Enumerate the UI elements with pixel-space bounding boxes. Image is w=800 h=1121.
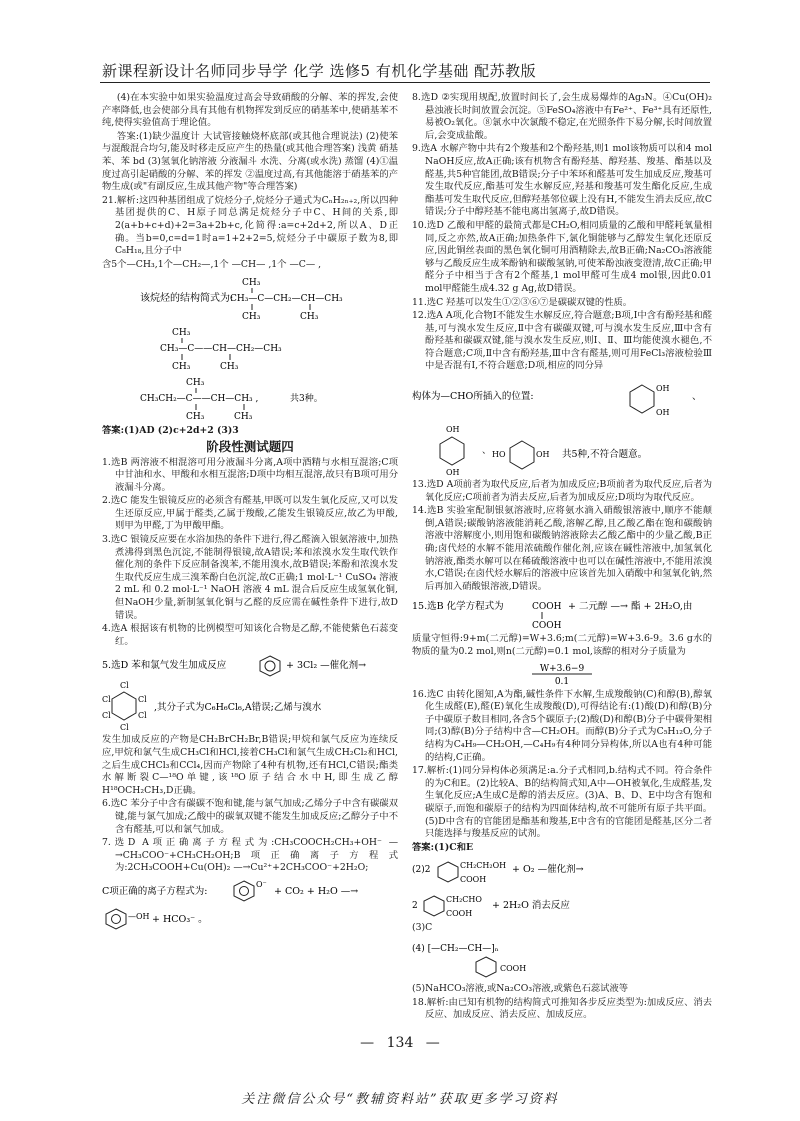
solution-q14: 14.选B 实验室配制银氨溶液时,应将氨水滴入硝酸银溶液中,顺序不能颠倒,A错误;碳酸钠溶液能消耗乙酸,溶解乙醇,且乙酸乙酯在饱和碳酸钠溶液中溶解度小,则用饱和碳酸钠溶液除去乙酸乙酯中的少量乙酸,B正确;卤代烃的水解不能用浓硫酸作催化剂,应该在碱性溶液中,加氢氧化钠溶液,酯类水解可以在稀硫酸溶液中也可以在碱性溶液中,不能用浓溴水,C错误;在卤代烃水解后的溶液中应该首先加入硝酸中和氢氧化钠,然后再加入硝酸银溶液,D错误。: [412, 505, 712, 592]
alkane-structure-3: [130, 375, 370, 423]
svg-text:Cl: Cl: [120, 723, 129, 733]
footer-note: 关注微信公众号“教辅资料站”获取更多学习资料: [241, 1092, 559, 1107]
header-rule: [100, 82, 710, 83]
svg-text:CH₂CH₂OH: CH₂CH₂OH: [460, 861, 507, 871]
solution-q6: 6.选C 苯分子中含有碳碳不饱和键,能与氯气加成;乙烯分子中含有碳碳双键,能与氯气加成;乙酸中的碳氧双键不能发生加成反应;乙醇分子中不含有醛基,可以和氯气加成。: [102, 798, 398, 835]
phenoxide-equation: [102, 877, 398, 903]
answer-20-part4: (4)在本实验中如果实验温度过高会导致硝酸的分解、苯的挥发,会使产率降低,也会使部分具有其他有机物挥发到反应的硝基苯中,使硝基苯不纯,使得实验值高于理论值。: [102, 92, 398, 129]
struct1-lead-text: 该烷烃的结构简式为:: [140, 293, 234, 305]
svg-text:(4) [—CH₂—CH—]ₙ: (4) [—CH₂—CH—]ₙ: [412, 943, 499, 954]
solution-q9: 9.选A 水解产物中共有2个羧基和2个酚羟基,则1 mol该物质可以和4 mol NaOH反应,故A正确;该有机物含有酚羟基、醇羟基、羧基、酯基以及醛基,共5种官能团,故B错误;分子中苯环和醛基可发生加成反应,羧基可发生取代反应,酯基可发生水解反应,羟基和羧基可发生酯化反应,生成酯基可发生取代反应,但醇羟基邻位碳上没有H,不能发生消去反应,故C错误;分子中醇羟基不能电离出氢离子,故D错误。: [412, 143, 712, 218]
q12-lead-text: 构体为—CHO所插入的位置:: [412, 391, 534, 403]
molar-mass-fraction: [412, 661, 712, 687]
svg-text:HO: HO: [492, 450, 506, 460]
svg-text:CH₃: CH₃: [186, 412, 205, 423]
solution-q17: 17.解析:(1)同分异构体必须满足:a.分子式相同,b.结构式不同。符合条件的为C和E。(2)比较A、B的结构简式知,A中—OH被氧化,生成醛基,发生氧化反应;A生成C是醇的消去反应。(3)A、B、D、E中均含有饱和碳原子,而饱和碳原子的结构为四面体结构,故不可能所有原子共平面。(5)D中含有的官能团是酯基和羧基,E中含有的官能团是醛基,区分二者只能选择与羧基反应的试剂。: [412, 765, 712, 840]
hexachlorocyclohexane: [102, 680, 398, 732]
svg-text:2: 2: [412, 901, 418, 912]
solution-q12: 12.选A A项,化合物Ⅰ不能发生水解反应,符合题意;B项,Ⅰ中含有酚羟基和醛基,可与溴水发生反应,Ⅱ中含有碳碳双键,可与溴水发生反应,Ⅲ中含有酚羟基和碳碳双键,能与溴水发生反应,则Ⅰ、Ⅱ、Ⅲ均能使溴水褪色,不符合题意;C项,Ⅱ中含有酚羟基,Ⅲ中含有醛基,则可用FeCl₃溶液检验Ⅲ中是否混有Ⅰ,不符合题意;D项,相应的同分异: [412, 310, 712, 372]
svg-text:OH: OH: [656, 408, 670, 418]
solution-q2: 2.选C 能发生银镜反应的必须含有醛基,甲既可以发生氧化反应,又可以发生还原反应,甲属于醛类,乙属于羧酸,乙能发生银镜反应,故乙为甲酸,则甲为甲醛,丁为甲酸甲酯。: [102, 495, 398, 532]
answer-17-part3: (3)C: [412, 922, 433, 934]
svg-text:CH₃: CH₃: [172, 328, 191, 339]
svg-text:CH₃—C——CH—CH₂—CH₃: CH₃—C——CH—CH₂—CH₃: [160, 344, 282, 355]
svg-text:Cl: Cl: [102, 711, 111, 721]
answer-20: 答案:(1)缺少温度计 大试管接触烧杯底部(或其他合理说法) (2)使苯与混酸混合均匀,能及时移走反应产生的热量(或其他合理答案) 浅黄 硝基苯、苯 bd (3)氢氧化钠溶液 分液漏斗 水洗、分离(或水洗) 蒸馏 (4)①温度过高引起硝酸的分解、苯的挥发 ②温度过高,有其他能溶于硝基苯的产物生成(或"有副反应,生成其他产物"等合理答案): [102, 130, 398, 193]
svg-text:CH₃: CH₃: [172, 362, 191, 373]
svg-text:CH₃: CH₃: [300, 312, 319, 323]
svg-text:Cl: Cl: [138, 711, 147, 721]
svg-text:CH₂CHO: CH₂CHO: [446, 895, 482, 905]
svg-text:COOH: COOH: [500, 963, 527, 973]
svg-text:CH₃: CH₃: [242, 312, 261, 323]
alkane-structure-2: [140, 325, 360, 373]
q7-equation: + CO₂ + H₂O —→: [274, 885, 359, 897]
phenol-product: [102, 905, 398, 931]
solution-q10: 10.选D 乙酸和甲醛的最简式都是CH₂O,相同质量的乙酸和甲醛耗氧量相同,反之亦然,故A正确;加热条件下,氯化铜能够与乙醇发生氧化还原反应,因此铜丝表面的黑色氧化铜可用酒精除去,故B正确;Na₂CO₃溶液能够与乙酸反应生成苯酚钠和碳酸氢钠,可使苯酚浊液变澄清,故C正确;甲醛分子中相当于含有2个醛基,1 mol甲醛可生成4 mol银,因此0.01 mol甲醛能生成4.32 g Ag,故D错误。: [412, 219, 712, 294]
solution-q13: 13.选D A项前者为取代反应,后者为加成反应;B项前者为取代反应,后者为氧化反应;C项前者为消去反应,后者为加成反应;D项均为取代反应。: [412, 479, 712, 503]
q7-product: + HCO₃⁻ 。: [152, 913, 208, 925]
svg-text:、: 、: [482, 446, 492, 457]
q15-reaction: + 二元醇 —→ 酯 + 2H₂O,由: [568, 601, 693, 613]
svg-text:OH: OH: [536, 450, 550, 460]
q15-lead-text: 15.选B 化学方程式为: [412, 601, 504, 613]
svg-text:—OH: —OH: [128, 911, 150, 921]
svg-text:CH₃—C—CH₂—CH—CH₃: CH₃—C—CH₂—CH—CH₃: [230, 294, 343, 305]
svg-text:O⁻: O⁻: [256, 879, 267, 889]
ans17-product: + 2H₂O 消去反应: [492, 900, 570, 912]
solution-q7: 7.选D A项正确离子方程式为:CH₃COOCH₂CH₃+OH⁻ —→CH₃COO⁻+CH₃CH₂OH;B项正确离子方程式为:2CH₃COOH+Cu(OH)₂ —→Cu²⁺+2CH₃COO⁻+2H₂O;: [102, 837, 398, 874]
cho-insertion-positions: [412, 375, 712, 421]
solution-q1: 1.选B 两溶液不相混溶可用分液漏斗分离,A项中酒精与水相互混溶;C项中甘油和水、甲酸和水相互混溶;D项中均相互混溶,故只有B项可用分液漏斗分离。: [102, 456, 398, 493]
benzene-reaction: [102, 650, 398, 678]
oxidation-equation: [412, 856, 712, 920]
page-number-value: 134: [386, 1035, 414, 1051]
alkane-structure-1: [140, 273, 360, 323]
svg-text:OH: OH: [656, 384, 670, 394]
page-number: — 134 —: [360, 1035, 440, 1051]
q5-lead-text: 5.选D 苯和氯气发生加成反应: [102, 660, 227, 672]
answer-21: 答案:(1)AD (2)c+2d+2 (3)3: [102, 425, 239, 437]
svg-text:COOH: COOH: [532, 621, 562, 632]
svg-text:COOH: COOH: [446, 909, 473, 919]
q12-conclusion: 共5种,不符合题意。: [562, 449, 648, 461]
running-header: 新课程新设计名师同步导学 化学 选修5 有机化学基础 配苏教版: [102, 62, 537, 80]
solution-q8: 8.选D ②实现用规配,放置时间长了,会生成易爆炸的Ag₃N。④Cu(OH)₂悬浊液长时间放置会沉淀。⑤FeSO₄溶液中有Fe²⁺、Fe³⁺具有还原性,易被O₂氧化。⑧氯水中次氯酸不稳定,在光照条件下易分解,长时间放置后,会变成盐酸。: [412, 92, 712, 141]
polymer-structure: [412, 937, 712, 981]
solution-q3: 3.选C 银镜反应要在水浴加热的条件下进行,得乙醛滴入银氨溶液中,加热煮沸得到黑色沉淀,不能制得银镜,故A错误;苯和浓溴水发生取代铁作催化剂的条件下反应制备溴苯,不能用溴水,故B错误;苯酚和浓溴水发生取代反应生成三溴苯酚白色沉淀,故C正确;1 mol·L⁻¹ CuSO₄ 溶液 2 mL 和 0.2 mol·L⁻¹ NaOH 溶液 4 mL 混合后反应生成氢氧化铜,但NaOH少量,新制氢氧化铜与乙醛的反应需在碱性条件下进行,故D错误。: [102, 534, 398, 621]
svg-text:CH₃CH₂—C——CH—CH₃ ,: CH₃CH₂—C——CH—CH₃ ,: [140, 394, 259, 405]
q12-separator: 、: [692, 391, 702, 403]
svg-text:CH₃: CH₃: [242, 278, 261, 289]
structure-count: 共3种。: [290, 394, 323, 405]
solution-q18: 18.解析:由已知有机物的结构简式可推知各步反应类型为:加成反应、消去反应、加成反应、消去反应、加成反应。: [412, 996, 712, 1021]
section-title: 阶段性测试题四: [206, 438, 294, 454]
left-column: [102, 92, 398, 933]
isomer-structures: [412, 423, 712, 477]
svg-text:Cl: Cl: [138, 695, 147, 705]
right-column: [412, 92, 712, 1023]
solution-q15-cont: 质量守恒得:9+m(二元醇)=W+3.6;m(二元醇)=W+3.6-9。3.6 g水的物质的量为0.2 mol,则n(二元醇)=0.1 mol,该醇的相对分子质量为: [412, 633, 712, 657]
answer-17-part1: 答案:(1)C和E: [412, 841, 474, 853]
svg-text:CH₃: CH₃: [234, 412, 253, 423]
svg-text:Cl: Cl: [102, 695, 111, 705]
solution-21: 21.解析:这四种基团组成了烷烃分子,烷烃分子通式为CₙH₂ₙ₊₂,所以四种基团提供的C、H原子同总满足烷烃分子中C、H间的关系,即2(a+b+c+d)+2=3a+2b+c,化简得:a=c+2d+2,所以A、D正确。当b=0,c=d=1时a=1+2+2=5,烷烃分子中碳原子数为8,即C₈H₁₈,且分子中: [102, 194, 398, 257]
solution-q4: 4.选A 根据该有机物的比例模型可知该化合物是乙醇,不能使紫色石蕊变红。: [102, 623, 398, 647]
q7-lead-text: C项正确的离子方程式为:: [102, 885, 208, 897]
fraction-numerator: W+3.6−9: [539, 663, 585, 674]
svg-text:COOH: COOH: [532, 602, 562, 613]
ans17-reaction: + O₂ —催化剂→: [512, 864, 584, 876]
solution-21-groups: 含5个—CH₃,1个—CH₂—,1个 —CH— ,1个 —C— ,: [102, 258, 322, 270]
q5-reagent: + 3Cl₂ —催化剂→: [286, 660, 367, 672]
oxalic-acid-equation: [412, 595, 712, 631]
svg-text:CH₃: CH₃: [220, 362, 239, 373]
svg-text:OH: OH: [446, 468, 460, 478]
svg-text:OH: OH: [446, 425, 460, 435]
solution-q5-cont: 发生加成反应的产物是CH₂BrCH₂Br,B错误;甲烷和氯气反应为连续反应,甲烷和氯气生成CH₃Cl和HCl,接着CH₃Cl和氯气生成CH₂Cl₂和HCl,之后生成CHCl₃和CCl₄,因而产物除了4种有机物,还有HCl,C错误;酯类水解断裂C—¹⁸O单键,该¹⁸O原子结合水中H,即生成乙醇H¹⁸OCH₂CH₃,D正确。: [102, 734, 398, 796]
svg-text:COOH: COOH: [460, 875, 487, 885]
answer-17-part5: (5)NaHCO₃溶液,或Na₂CO₃溶液,或紫色石蕊试液等: [412, 982, 629, 994]
svg-text:(2)2: (2)2: [412, 865, 431, 876]
q5-formula-text: ,其分子式为C₆H₆Cl₆,A错误;乙烯与溴水: [154, 702, 322, 714]
svg-text:Cl: Cl: [120, 681, 129, 691]
solution-q16: 16.选C 由转化图知,A为酯,碱性条件下水解,生成羧酸钠(C)和醇(B),醇氧化生成醛(E),醛(E)氧化生成羧酸(D),可得结论有:(1)酸(D)和醇(B)分子中碳原子数目相同,各含5个碳原子;(2)酸(D)和醇(B)分子中碳骨架相同;(3)醇(B)分子结构中含—CH₂OH。而醇(B)分子式为C₅H₁₂O,分子结构为C₄H₉—CH₂OH,—C₄H₉有4种同分异构体,所以A也有4种可能的结构,C正确。: [412, 688, 712, 763]
solution-q11: 11.选C 羟基可以发生①②③⑥⑦是碳碳双键的性质。: [412, 296, 633, 308]
svg-text:CH₃: CH₃: [186, 378, 205, 389]
fraction-denominator: 0.1: [554, 676, 570, 687]
